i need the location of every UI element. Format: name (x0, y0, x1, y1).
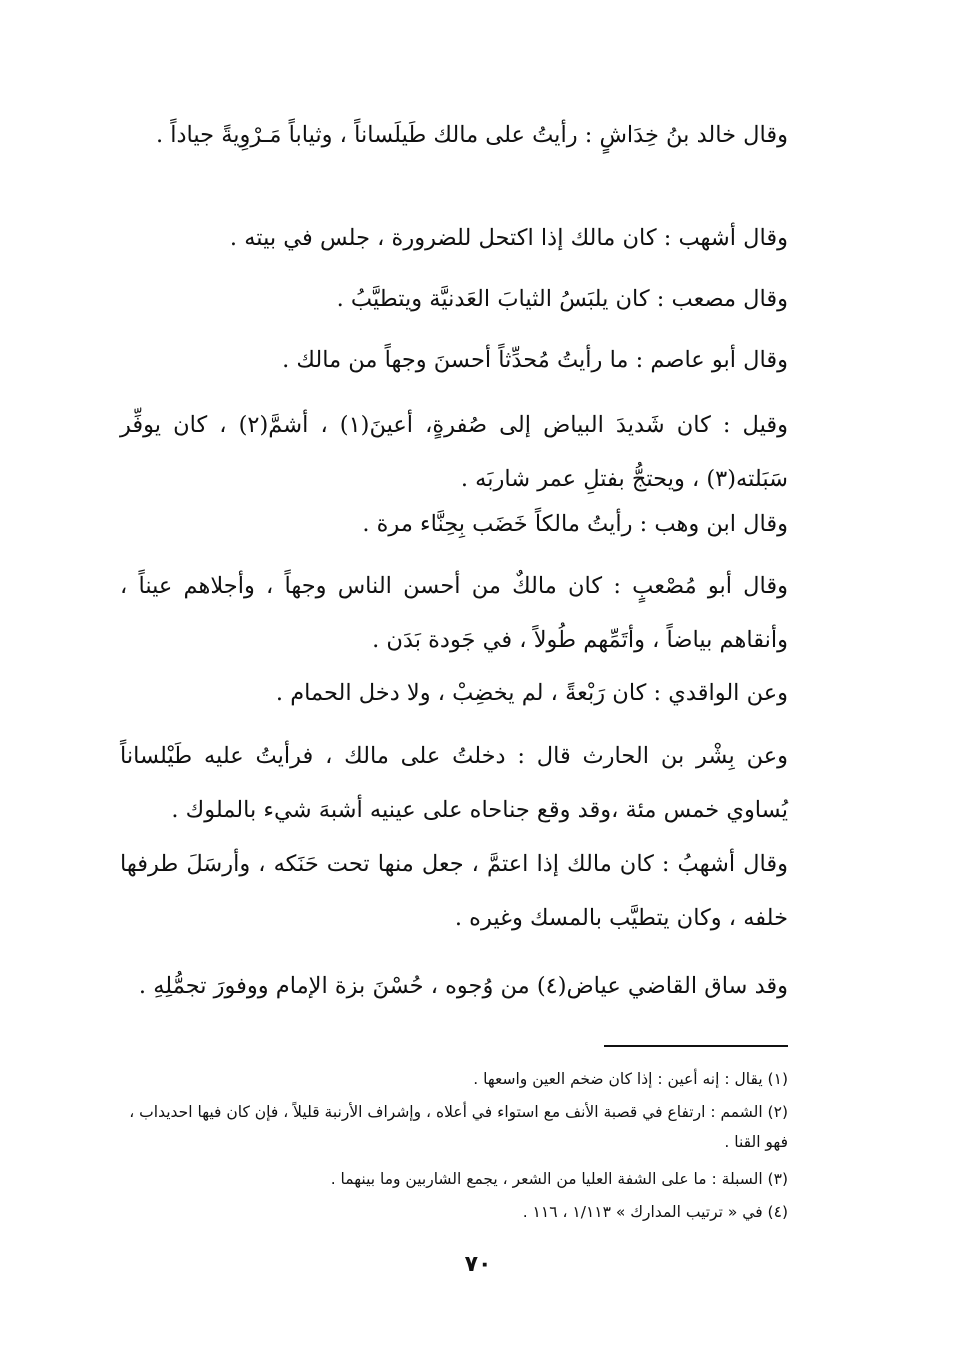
paragraph-description: وقيل : كان شَديدَ البياض إلى صُفرةٍ، أعينَ(١) ، أشمَّ(٢) ، كان يوفِّر سَبَلته(٣) ، ويحتجُّ بفتلِ عمر شاربَه . (120, 412, 788, 492)
paragraph-musab-clothes: وقال مصعب : كان يلبَسُ الثيابَ العَدنيَّة ويتطيَّبُ . (336, 286, 788, 312)
paragraph-abu-musab: وقال أبو مُصْعبٍ : كان مالكٌ من أحسن الناس وجهاً ، وأجلاهم عيناً ، وأنقاهم بياضاً ، وأتَمِّهم طُولاً ، في جَودة بَدَن . (120, 573, 788, 653)
paragraph-ibn-wahb: وقال ابن وهب : رأيتُ مالكاً خَضَب بِحِنَّاء مرة . (362, 511, 788, 537)
footnote-1: (١) يقال : إنه أعين : إذا كان ضخم العين واسعها . (473, 1070, 788, 1088)
page-number: ٧٠ (464, 1252, 492, 1277)
paragraph-bishr: وعن بِشْر بن الحارث قال : دخلتُ على مالك ، فرأيتُ عليه طَيْلساناً يُساوي خمس مئة ،وقد وقع جناحاه على عينيه أشبهَ شيء بالملوك . (120, 743, 788, 823)
paragraph-abu-asim: وقال أبو عاصم : ما رأيتُ مُحدِّثاً أحسنَ وجهاً من مالك . (282, 347, 788, 373)
paragraph-ashhab-kohl: وقال أشهب : كان مالك إذا اكتحل للضرورة ، جلس في بيته . (229, 225, 788, 251)
paragraph-khalid-ibn-khidash: وقال خالد بنُ خِدَاشٍ : رأيتُ على مالك طَيلَساناً ، وثياباً مَـرْوِيةً جياداً . (155, 122, 788, 148)
paragraph-ashhab-turban: وقال أشهبُ : كان مالك إذا اعتمَّ ، جعل منها تحت حَنَكه ، وأرسَلَ طرفها خلفه ، وكان يتطيَّب بالمسك وغيره . (120, 851, 788, 931)
footnote-3: (٣) السبلة : ما على الشفة العليا من الشعر ، يجمع الشاربين وما بينهما . (330, 1170, 788, 1188)
paragraph-qadi-iyad: وقد ساق القاضي عياض(٤) من وُجوه ، حُسْنَ بزة الإمام ووفورَ تجمُّلِهِ . (138, 973, 788, 999)
footnote-divider (604, 1045, 788, 1047)
footnote-2: (٢) الشمم : ارتفاع في قصبة الأنف مع استواء في أعلاه ، وإشراف الأرنبة قليلاً ، فإن كان فيها احديداب ، فهو القنا . (129, 1103, 788, 1151)
paragraph-waqidi: وعن الواقدي : كان رَبْعةً ، لم يخضِبْ ، ولا دخل الحمام . (275, 680, 788, 706)
footnote-4: (٤) في « ترتيب المدارك » ١/١١٣ ، ١١٦ . (522, 1203, 788, 1221)
